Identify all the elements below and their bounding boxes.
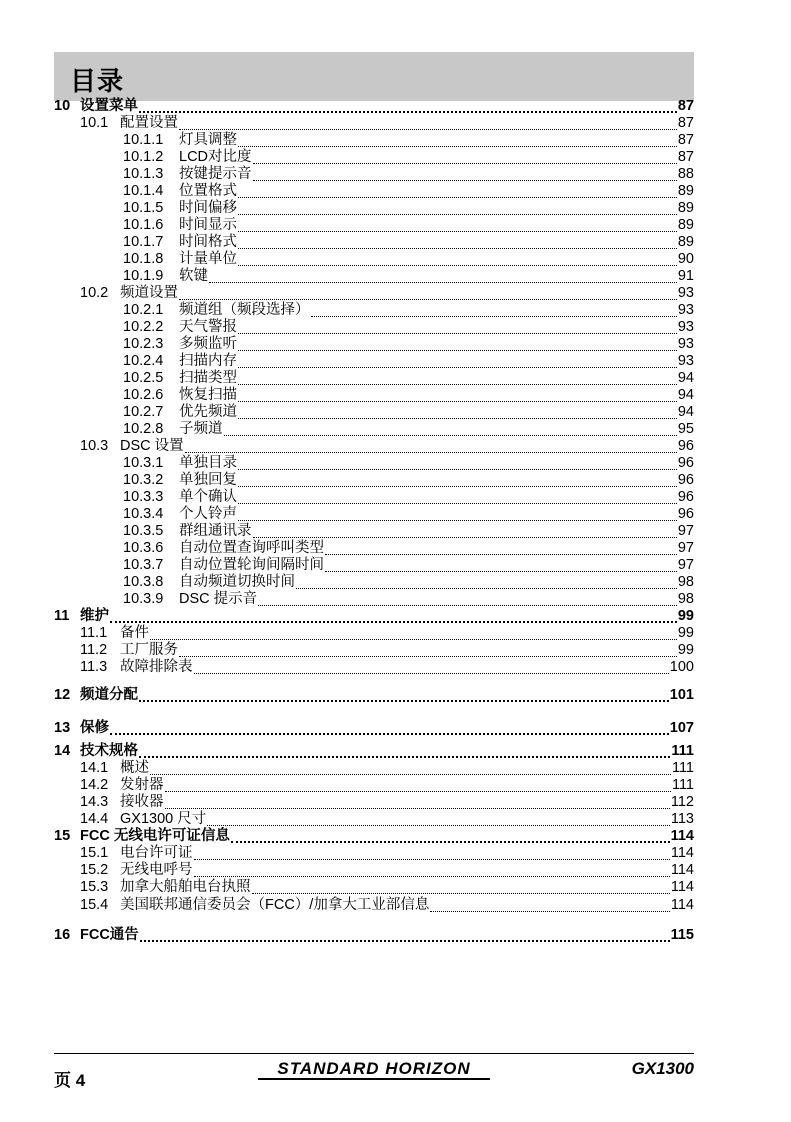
toc-label: 子频道 — [179, 421, 223, 437]
toc-page-number: 96 — [677, 438, 694, 454]
toc-leader-dots — [194, 862, 670, 877]
toc-number: 10.1.5 — [123, 200, 164, 216]
toc-entry-row[interactable] — [54, 897, 694, 914]
toc-number: 10.3.4 — [123, 506, 164, 522]
toc-label: 时间显示 — [179, 217, 237, 233]
toc-leader-dots — [140, 927, 670, 942]
toc-entry-row[interactable] — [54, 302, 694, 319]
toc-page-number: 87 — [677, 149, 694, 165]
toc-entry-row[interactable] — [54, 472, 694, 489]
toc-number: 12 — [54, 687, 71, 703]
toc-label: FCC 无线电许可证信息 — [80, 828, 230, 844]
toc-entry-row[interactable] — [54, 659, 694, 676]
toc-page-number: 97 — [677, 523, 694, 539]
toc-entry-row[interactable] — [54, 149, 694, 166]
toc-leader-dots — [238, 132, 677, 147]
toc-label: 技术规格 — [80, 743, 138, 759]
toc-entry-row[interactable] — [54, 794, 694, 811]
toc-entry-row[interactable] — [54, 234, 694, 251]
toc-leader-dots — [238, 455, 677, 470]
toc-leader-dots — [238, 251, 677, 266]
toc-label: 故障排除表 — [120, 659, 193, 675]
toc-number: 14 — [54, 743, 71, 759]
toc-number: 10.1.2 — [123, 149, 164, 165]
toc-page-number: 93 — [677, 336, 694, 352]
toc-number: 10.2.1 — [123, 302, 164, 318]
toc-label: 发射器 — [120, 777, 164, 793]
toc-number: 15.1 — [80, 845, 109, 861]
toc-leader-dots — [430, 897, 670, 912]
toc-label: 加拿大船舶电台执照 — [120, 879, 251, 895]
toc-leader-dots — [165, 794, 670, 809]
toc-number: 11.2 — [80, 642, 108, 658]
toc-entry-row[interactable] — [54, 387, 694, 404]
toc-number: 10.2 — [80, 285, 109, 301]
toc-entry-row[interactable] — [54, 438, 694, 455]
toc-label: 优先频道 — [179, 404, 237, 420]
toc-number: 10.1.4 — [123, 183, 164, 199]
toc-page-number: 94 — [677, 404, 694, 420]
toc-leader-dots — [325, 557, 677, 572]
toc-label: LCD对比度 — [179, 149, 252, 165]
toc-entry-row[interactable] — [54, 353, 694, 370]
toc-entry-row[interactable] — [54, 591, 694, 608]
toc-entry-row[interactable] — [54, 540, 694, 557]
toc-leader-dots — [311, 302, 677, 317]
toc-entry-row[interactable] — [54, 183, 694, 200]
toc-entry-row[interactable] — [54, 166, 694, 183]
toc-label: 位置格式 — [179, 183, 237, 199]
toc-number: 10.2.6 — [123, 387, 164, 403]
toc-chapter-row[interactable] — [54, 828, 694, 845]
toc-leader-dots — [139, 687, 669, 702]
toc-leader-dots — [110, 720, 669, 735]
toc-number: 10.2.7 — [123, 404, 164, 420]
toc-page-number: 93 — [677, 285, 694, 301]
toc-number: 13 — [54, 720, 71, 736]
toc-leader-dots — [150, 625, 677, 640]
toc-label: 单独回复 — [179, 472, 237, 488]
toc-page-number: 114 — [670, 828, 694, 844]
toc-entry-row[interactable] — [54, 251, 694, 268]
toc-leader-dots — [139, 98, 677, 113]
toc-chapter-row[interactable] — [54, 720, 694, 737]
toc-page-number: 115 — [670, 927, 694, 943]
toc-label: 扫描内存 — [179, 353, 237, 369]
toc-label: 按键提示音 — [179, 166, 252, 182]
toc-leader-dots — [194, 659, 669, 674]
toc-page-number: 89 — [677, 217, 694, 233]
toc-number: 10.3.5 — [123, 523, 164, 539]
toc-number: 11 — [54, 608, 70, 624]
toc-label: 频道分配 — [80, 687, 138, 703]
toc-label: GX1300 尺寸 — [120, 811, 207, 827]
toc-leader-dots — [238, 404, 677, 419]
toc-number: 10.3.6 — [123, 540, 164, 556]
toc-page-number: 114 — [670, 897, 694, 913]
toc-leader-dots — [238, 319, 677, 334]
toc-page-number: 111 — [671, 743, 694, 759]
toc-leader-dots — [238, 353, 677, 368]
toc-number: 10.2.2 — [123, 319, 164, 335]
toc-number: 14.4 — [80, 811, 109, 827]
toc-number: 10.1.8 — [123, 251, 164, 267]
toc-page-number: 89 — [677, 183, 694, 199]
toc-entry-row[interactable] — [54, 319, 694, 336]
toc-label: 频道组（频段选择） — [179, 302, 310, 318]
toc-entry-row[interactable] — [54, 115, 694, 132]
toc-page-number: 98 — [677, 591, 694, 607]
toc-label: 计量单位 — [179, 251, 237, 267]
toc-page-number: 114 — [670, 862, 694, 878]
toc-page-number: 114 — [670, 879, 694, 895]
toc-label: 多频监听 — [179, 336, 237, 352]
footer-page-number: 页 4 — [54, 1071, 86, 1090]
toc-number: 10.3.3 — [123, 489, 164, 505]
toc-label: 接收器 — [120, 794, 164, 810]
toc-leader-dots — [224, 421, 677, 436]
toc-leader-dots — [209, 268, 677, 283]
toc-entry-row[interactable] — [54, 217, 694, 234]
toc-label: 备件 — [120, 625, 149, 641]
toc-entry-row[interactable] — [54, 268, 694, 285]
toc-page-number: 111 — [671, 760, 694, 776]
toc-label: 灯具调整 — [179, 132, 237, 148]
toc-entry-row[interactable] — [54, 421, 694, 438]
toc-entry-row[interactable] — [54, 811, 694, 828]
toc-page-number: 99 — [677, 625, 694, 641]
toc-page-number: 87 — [677, 98, 694, 114]
toc-entry-row[interactable] — [54, 132, 694, 149]
toc-number: 11.1 — [80, 625, 108, 641]
toc-page-number: 96 — [677, 455, 694, 471]
toc-page-number: 94 — [677, 387, 694, 403]
toc-entry-row[interactable] — [54, 557, 694, 574]
toc-page-number: 107 — [669, 720, 694, 736]
toc-label: 时间格式 — [179, 234, 237, 250]
toc-entry-row[interactable] — [54, 642, 694, 659]
toc-label: 软键 — [179, 268, 208, 284]
toc-number: 15.2 — [80, 862, 109, 878]
toc-label: 单个确认 — [179, 489, 237, 505]
toc-page-number: 97 — [677, 557, 694, 573]
toc-number: 10.1.9 — [123, 268, 164, 284]
toc-label: 自动位置轮询间隔时间 — [179, 557, 324, 573]
toc-label: 恢复扫描 — [179, 387, 237, 403]
toc-entry-row[interactable] — [54, 523, 694, 540]
toc-page-number: 99 — [677, 608, 694, 624]
toc-page-number: 113 — [670, 811, 694, 827]
toc-number: 10.1.6 — [123, 217, 164, 233]
toc-number: 16 — [54, 927, 71, 943]
toc-label: 保修 — [80, 720, 109, 736]
toc-entry-row[interactable] — [54, 845, 694, 862]
page-title: 目录 — [70, 66, 125, 96]
toc-leader-dots — [325, 540, 677, 555]
toc-page-number: 89 — [677, 200, 694, 216]
toc-number: 10.2.4 — [123, 353, 164, 369]
toc-leader-dots — [179, 642, 677, 657]
toc-entry-row[interactable] — [54, 489, 694, 506]
toc-number: 10.2.8 — [123, 421, 164, 437]
toc-leader-dots — [258, 591, 677, 606]
toc-label: 群组通讯录 — [179, 523, 252, 539]
toc-page-number: 87 — [677, 132, 694, 148]
toc-number: 14.1 — [80, 760, 109, 776]
toc-label: 时间偏移 — [179, 200, 237, 216]
toc-page-number: 111 — [671, 777, 694, 793]
toc-label: 个人铃声 — [179, 506, 237, 522]
toc-leader-dots — [238, 472, 677, 487]
toc-label: 设置菜单 — [80, 98, 138, 114]
toc-entry-row[interactable] — [54, 285, 694, 302]
toc-number: 10.1.1 — [123, 132, 164, 148]
toc-page-number: 90 — [677, 251, 694, 267]
toc-page-number: 96 — [677, 472, 694, 488]
toc-page-number: 99 — [677, 642, 694, 658]
toc-chapter-row[interactable] — [54, 927, 694, 944]
toc-label: 频道设置 — [120, 285, 178, 301]
toc-page-number: 100 — [669, 659, 694, 675]
toc-leader-dots — [207, 811, 670, 826]
toc-chapter-row[interactable] — [54, 743, 694, 760]
toc-leader-dots — [139, 743, 670, 758]
toc-leader-dots — [110, 608, 677, 623]
toc-leader-dots — [238, 387, 677, 402]
toc-number: 10.3.1 — [123, 455, 164, 471]
toc-leader-dots — [179, 285, 677, 300]
toc-leader-dots — [253, 149, 677, 164]
toc-leader-dots — [252, 879, 670, 894]
toc-page-number: 93 — [677, 302, 694, 318]
model-name: GX1300 — [631, 1059, 694, 1078]
toc-label: 配置设置 — [120, 115, 178, 131]
toc-number: 10 — [54, 98, 71, 114]
toc-label: 单独目录 — [179, 455, 237, 471]
toc-entry-row[interactable] — [54, 625, 694, 642]
toc-number: 10.3.9 — [123, 591, 164, 607]
toc-label: 电台许可证 — [120, 845, 193, 861]
toc-leader-dots — [150, 760, 671, 775]
footer-rule — [54, 1053, 694, 1054]
toc-number: 15.3 — [80, 879, 109, 895]
toc-entry-row[interactable] — [54, 506, 694, 523]
toc-number: 10.3.2 — [123, 472, 164, 488]
toc-leader-dots — [238, 506, 677, 521]
toc-number: 10.3.8 — [123, 574, 164, 590]
toc-number: 14.2 — [80, 777, 109, 793]
toc-chapter-row[interactable] — [54, 687, 694, 704]
toc-leader-dots — [165, 777, 671, 792]
toc-label: 自动位置查询呼叫类型 — [179, 540, 324, 556]
toc-entry-row[interactable] — [54, 370, 694, 387]
toc-page-number: 96 — [677, 489, 694, 505]
toc-leader-dots — [238, 370, 677, 385]
toc-label: DSC 设置 — [120, 438, 184, 454]
toc-leader-dots — [238, 217, 677, 232]
toc-entry-row[interactable] — [54, 777, 694, 794]
toc-number: 10.1.7 — [123, 234, 164, 250]
toc-leader-dots — [238, 489, 677, 504]
toc-page-number: 91 — [677, 268, 694, 284]
toc-label: 无线电呼号 — [120, 862, 193, 878]
toc-label: 扫描类型 — [179, 370, 237, 386]
toc-page-number: 94 — [677, 370, 694, 386]
toc-page-number: 89 — [677, 234, 694, 250]
toc-chapter-row[interactable] — [54, 98, 694, 115]
toc-number: 15.4 — [80, 897, 109, 913]
toc-number: 10.1 — [80, 115, 109, 131]
toc-page-number: 101 — [669, 687, 694, 703]
toc-entry-row[interactable] — [54, 574, 694, 591]
brand-logo: STANDARD HORIZON — [258, 1059, 490, 1080]
toc-chapter-row[interactable] — [54, 608, 694, 625]
toc-leader-dots — [185, 438, 677, 453]
toc-page-number: 95 — [677, 421, 694, 437]
toc-entry-row[interactable] — [54, 404, 694, 421]
toc-entry-row[interactable] — [54, 879, 694, 896]
toc-label: DSC 提示音 — [179, 591, 258, 607]
toc-page-number: 97 — [677, 540, 694, 556]
toc-number: 10.3 — [80, 438, 109, 454]
toc-page-number: 98 — [677, 574, 694, 590]
toc-entry-row[interactable] — [54, 336, 694, 353]
toc-page-number: 112 — [670, 794, 694, 810]
toc-page-number: 114 — [670, 845, 694, 861]
title-band — [54, 52, 694, 101]
toc-leader-dots — [238, 183, 677, 198]
toc-leader-dots — [194, 845, 670, 860]
toc-page-number: 93 — [677, 319, 694, 335]
toc-page-number: 88 — [677, 166, 694, 182]
toc-leader-dots — [231, 828, 670, 843]
toc-label: 美国联邦通信委员会（FCC）/加拿大工业部信息 — [120, 897, 430, 913]
toc-leader-dots — [238, 200, 677, 215]
toc-label: 概述 — [120, 760, 149, 776]
toc-label: FCC通告 — [80, 927, 139, 943]
toc-leader-dots — [253, 523, 677, 538]
toc-number: 11.3 — [80, 659, 108, 675]
toc-entry-row[interactable] — [54, 760, 694, 777]
toc-number: 15 — [54, 828, 71, 844]
toc-page-number: 96 — [677, 506, 694, 522]
toc-leader-dots — [296, 574, 677, 589]
toc-number: 10.2.3 — [123, 336, 164, 352]
toc-leader-dots — [179, 115, 677, 130]
toc-entry-row[interactable] — [54, 200, 694, 217]
toc-leader-dots — [238, 336, 677, 351]
toc-entry-row[interactable] — [54, 862, 694, 879]
toc-entry-row[interactable] — [54, 455, 694, 472]
toc-page-number: 87 — [677, 115, 694, 131]
toc-leader-dots — [253, 166, 677, 181]
toc-label: 工厂服务 — [120, 642, 178, 658]
toc-label: 自动频道切换时间 — [179, 574, 295, 590]
toc-label: 天气警报 — [179, 319, 237, 335]
toc-leader-dots — [238, 234, 677, 249]
toc-number: 10.2.5 — [123, 370, 164, 386]
toc-number: 10.1.3 — [123, 166, 164, 182]
toc-number: 14.3 — [80, 794, 109, 810]
toc-number: 10.3.7 — [123, 557, 164, 573]
toc-page-number: 93 — [677, 353, 694, 369]
toc-label: 维护 — [80, 608, 109, 624]
